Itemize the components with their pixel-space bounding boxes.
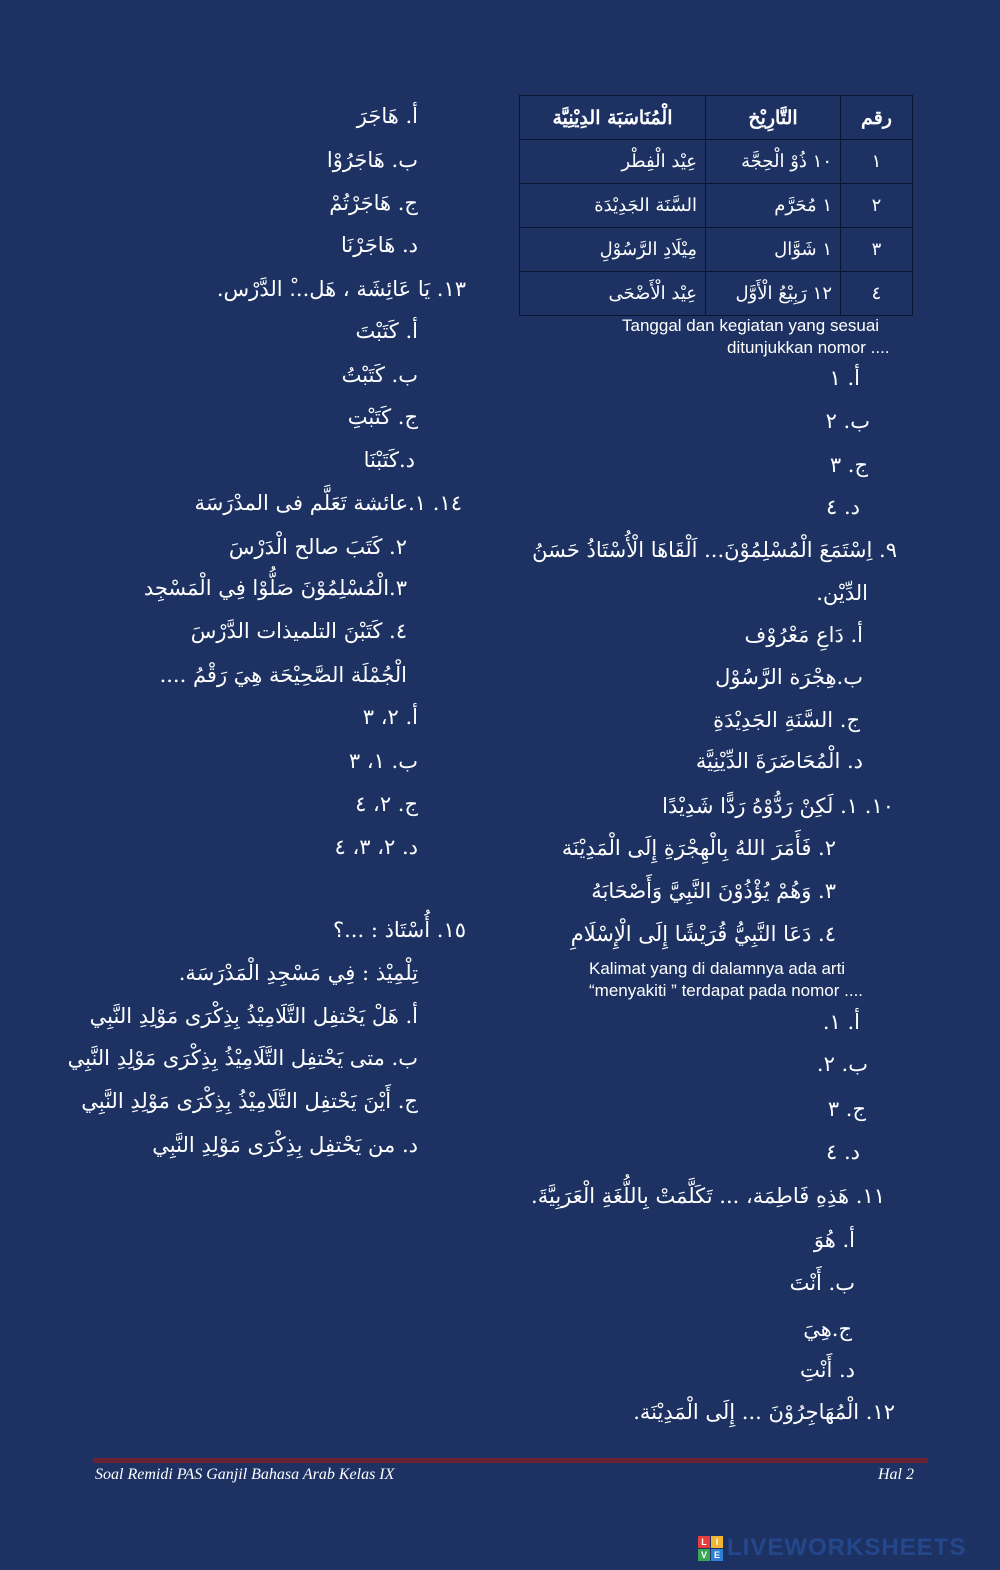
table-cell-date: ١٢ رَبِيْعُ الْأَوَّل — [706, 272, 841, 316]
q13-stem: ١٣. يَا عَائِشَة ، هَل...ْ الدَّرْس. — [216, 277, 466, 301]
table-header-number: رقم — [841, 96, 913, 140]
q14-option-d: د. ٢، ٣، ٤ — [334, 835, 418, 859]
q10-option-c: ج. ٣ — [827, 1097, 866, 1121]
q8-option-b: ب. ٢ — [825, 409, 870, 433]
q14-prompt: الْجُمْلَة الصَّحِيْحَة هِيَ رَقْمُ .... — [159, 663, 407, 687]
table-row — [520, 184, 913, 228]
q12-option-a: أ. هَاجَرَ — [356, 104, 418, 128]
q15-stem-line2: تِلْمِيْذ : فِي مَسْجِدِ الْمَدْرَسَة. — [178, 961, 418, 985]
q10-option-d: د. ٤ — [826, 1140, 860, 1164]
q12-option-d: د. هَاجَرْنَا — [341, 233, 418, 257]
table-cell-date: ١٠ ذُوْ الْحِجَّة — [706, 140, 841, 184]
liveworksheets-logo — [698, 1535, 966, 1561]
q8-option-a: أ. ١ — [829, 366, 860, 390]
q13-option-a: أ. كَتَبْتَ — [355, 319, 418, 343]
events-table — [519, 95, 913, 316]
table-cell-date: ١ شَوَّال — [706, 228, 841, 272]
q9-stem-line2: الدِّيْن. — [816, 581, 868, 605]
q15-option-c: ج. أَيْنَ يَحْتفِل التَّلَامِيْذُ بِذِكْرَى مَوْلِدِ النَّبِي — [81, 1089, 418, 1113]
table-cell-date: ١ مُحَرَّم — [706, 184, 841, 228]
footer-divider — [93, 1458, 928, 1463]
q12-option-b: ب. هَاجَرُوْا — [326, 148, 418, 172]
q10-instruction-line1: Kalimat yang di dalamnya ada arti — [589, 959, 846, 978]
q15-option-d: د. من يَحْتفِل بِذِكْرَى مَوْلِدِ النَّبِي — [152, 1133, 418, 1157]
logo-letter-i: I — [711, 1536, 723, 1548]
q12-stem: ١٢. الْمُهَاجِرُوْنَ ... إِلَى الْمَدِيْنَة. — [633, 1400, 895, 1424]
q15-stem-line1: ١٥. أُسْتَاذ : ...؟ — [332, 918, 466, 942]
table-cell-occasion: عِيْد الْفِطْر — [520, 140, 706, 184]
q14-item-1: ١٤. ١.عائشة تَعَلَّم فى المدْرَسَة — [194, 491, 462, 515]
table-cell-number: ١ — [841, 140, 913, 184]
table-cell-occasion: عِيْد الْأَضْحَى — [520, 272, 706, 316]
q13-option-d: د.كَتَبْنَا — [363, 448, 415, 472]
table-row — [520, 228, 913, 272]
table-cell-number: ٢ — [841, 184, 913, 228]
table-header-date: التَّارِيْخ — [706, 96, 841, 140]
q10-option-b: ب. ٢. — [816, 1052, 868, 1076]
q14-item-3: ٣.الْمُسْلِمُوْنَ صَلُّوْا فِي الْمَسْجِد — [143, 576, 407, 600]
logo-letter-v: V — [698, 1549, 710, 1561]
footer-page-number: Hal 2 — [878, 1466, 914, 1483]
q11-stem: ١١. هَذِهِ فَاطِمَة، ... تَكَلَّمَتْ بِاللُّغَةِ الْعَرَبِيَّةَ. — [531, 1184, 885, 1208]
liveworksheets-wordmark: LIVEWORKSHEETS — [727, 1534, 967, 1561]
table-header-occasion: الْمُنَاسَبَة الدِيْنِيَّة — [520, 96, 706, 140]
q9-option-d: د. الْمُحَاضَرَةَ الدِّيْنِيَّة — [695, 749, 863, 773]
footer-title: Soal Remidi PAS Ganjil Bahasa Arab Kelas IX — [95, 1466, 395, 1483]
table-cell-occasion: السَّنَة الجَدِيْدَة — [520, 184, 706, 228]
q8-option-d: د. ٤ — [826, 495, 860, 519]
liveworksheets-icon — [698, 1536, 723, 1561]
q15-option-b: ب. متى يَحْتفِل التَّلَامِيْذُ بِذِكْرَى مَوْلِدِ النَّبِي — [67, 1046, 418, 1070]
q8-instruction-line2: ditunjukkan nomor .... — [727, 338, 890, 357]
table-cell-number: ٤ — [841, 272, 913, 316]
table-cell-number: ٣ — [841, 228, 913, 272]
q9-option-a: أ. دَاعِ مَعْرُوْف — [744, 623, 863, 647]
q15-option-a: أ. هَلْ يَحْتفِل التَّلَامِيْذُ بِذِكْرَى مَوْلِدِ النَّبِي — [89, 1004, 418, 1028]
table-row — [520, 272, 913, 316]
q8-option-c: ج. ٣ — [829, 453, 868, 477]
q14-item-4: ٤. كَتَبْنَ التلميذات الدَّرْسَ — [190, 619, 407, 643]
q10-item-1: ١٠. ١. لَكِنْ رَدُّوْهُ رَدًّا شَدِيْدًا — [662, 794, 894, 818]
q10-option-a: أ. ١. — [822, 1010, 860, 1034]
q8-instruction-line1: Tanggal dan kegiatan yang sesuai — [622, 316, 880, 335]
q9-option-b: ب.هِجْرَة الرَّسُوْل — [715, 665, 863, 689]
q11-option-c: ج.هِيَ — [803, 1317, 852, 1341]
q10-item-3: ٣. وَهُمْ يُؤْذُوْنَ النَّبِيَّ وَأَصْحَابَهُ — [591, 879, 836, 903]
q13-option-c: ج. كَتَبْتِ — [347, 405, 418, 429]
q11-option-b: ب. أَنْتَ — [789, 1271, 855, 1295]
q14-option-a: أ. ٢، ٣ — [362, 705, 418, 729]
logo-letter-e: E — [711, 1549, 723, 1561]
q12-option-c: ج. هَاجَرْتُمْ — [329, 191, 418, 215]
q10-instruction-line2: “menyakiti ” terdapat pada nomor .... — [589, 981, 864, 1000]
q10-item-2: ٢. فَأَمَرَ اللهُ بِالْهِجْرَةِ إِلَى الْمَدِيْنَة — [561, 836, 836, 860]
q9-option-c: ج. السَّنَةِ الجَدِيْدَةِ — [713, 708, 860, 732]
q14-item-2: ٢. كَتَبَ صالح الْدَرْسَ — [228, 535, 407, 559]
q14-option-c: ج. ٢، ٤ — [355, 792, 418, 816]
q9-stem-line1: ٩. اِسْتَمَعَ الْمُسْلِمُوْنَ... اَلْقَاهَا الْأُسْتَاذُ حَسَنُ — [532, 538, 897, 562]
logo-letter-l: L — [698, 1536, 710, 1548]
q10-item-4: ٤. دَعَا النَّبِيُّ قُرَيْشًا إِلَى الْإِسْلَامِ — [570, 922, 836, 946]
q13-option-b: ب. كَتَبْتُ — [341, 363, 418, 387]
table-header-row — [520, 96, 913, 140]
table-cell-occasion: مِيْلَادِ الرَّسُوْلِ — [520, 228, 706, 272]
q14-option-b: ب. ١، ٣ — [348, 749, 418, 773]
q11-option-d: د. أَنْتِ — [799, 1358, 855, 1382]
q11-option-a: أ. هُوَ — [813, 1228, 855, 1252]
table-row — [520, 140, 913, 184]
